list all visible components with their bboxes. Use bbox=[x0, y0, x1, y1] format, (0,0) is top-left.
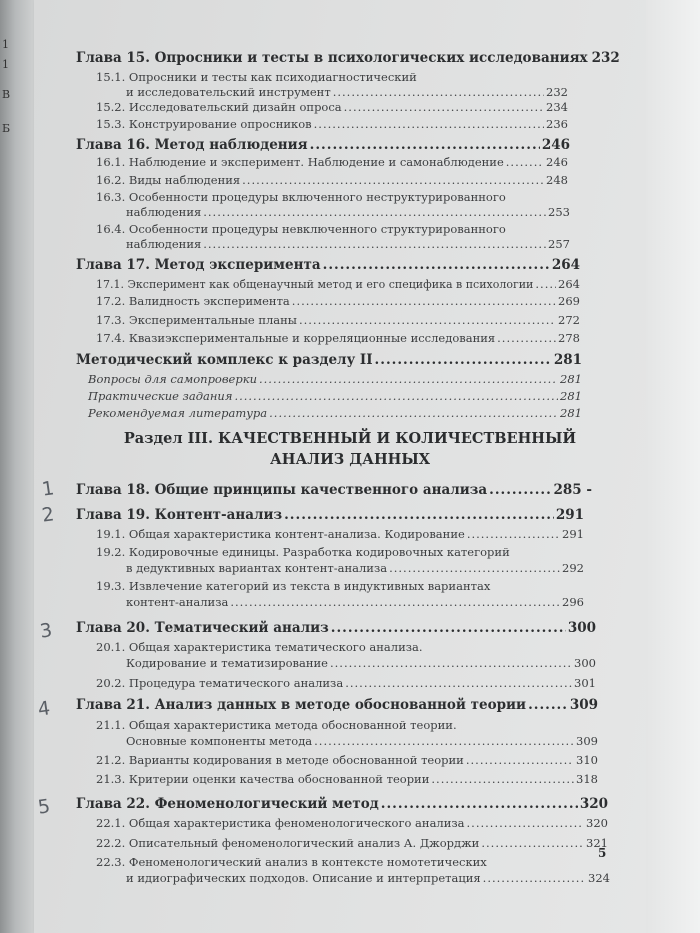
toc-leader bbox=[314, 117, 544, 131]
toc-title: 22.1. Общая характеристика феноменологического анализа bbox=[96, 816, 465, 830]
toc-leader bbox=[431, 772, 574, 786]
toc-chapter-19[interactable] bbox=[76, 507, 584, 523]
toc-entry-19-2[interactable] bbox=[96, 561, 584, 575]
toc-entry-16-2[interactable] bbox=[96, 173, 568, 187]
toc-leader bbox=[381, 796, 578, 812]
toc-page: 318 bbox=[576, 772, 598, 786]
toc-title: Глава 18. Общие принципы качественного анализа bbox=[76, 482, 488, 498]
toc-page: 310 bbox=[576, 753, 598, 767]
toc-entry-17-3[interactable] bbox=[96, 313, 580, 327]
toc-title: в дедуктивных вариантах контент-анализа bbox=[126, 561, 388, 575]
toc-entry-15-1[interactable] bbox=[96, 85, 568, 99]
toc-title: Глава 16. Метод наблюдения bbox=[76, 137, 308, 153]
toc-page: 301 bbox=[574, 676, 596, 690]
toc-page: 320 bbox=[579, 796, 608, 812]
toc-leader bbox=[506, 155, 544, 169]
toc-leader bbox=[314, 734, 574, 748]
toc-entry-21-3[interactable] bbox=[96, 772, 598, 786]
toc-leader bbox=[203, 205, 546, 219]
toc-title: наблюдения bbox=[126, 205, 202, 219]
toc-title: 16.1. Наблюдение и эксперимент. Наблюдение и самонаблюдение bbox=[96, 155, 504, 169]
toc-title: Методический комплекс к разделу II bbox=[76, 352, 373, 368]
toc-title: 17.3. Экспериментальные планы bbox=[96, 313, 297, 327]
handwritten-number: 3 bbox=[38, 619, 54, 643]
toc-page: 321 bbox=[586, 836, 608, 850]
toc-entry-19-3[interactable] bbox=[96, 595, 584, 609]
toc-entry-17-2[interactable] bbox=[96, 294, 580, 308]
toc-entry-20-2[interactable] bbox=[96, 676, 596, 690]
toc-leader bbox=[344, 100, 544, 114]
toc-leader bbox=[535, 277, 556, 291]
section-heading: Раздел III. КАЧЕСТВЕННЫЙ И КОЛИЧЕСТВЕННЫЙ bbox=[123, 430, 577, 447]
toc-title: Глава 19. Контент-анализ bbox=[76, 507, 283, 523]
toc-leader bbox=[242, 173, 544, 187]
toc-leader bbox=[284, 507, 554, 523]
toc-entry-line1: 19.2. Кодировочные единицы. Разработка кодировочных категорий bbox=[96, 545, 510, 559]
toc-chapter-21[interactable] bbox=[76, 697, 598, 713]
toc-leader bbox=[467, 527, 560, 541]
margin-mark: 1 bbox=[2, 58, 9, 71]
toc-title: Практические задания bbox=[88, 389, 233, 403]
section-heading-line2: АНАЛИЗ ДАННЫХ bbox=[269, 451, 431, 468]
toc-title: 17.1. Эксперимент как общенаучный метод и его специфика в психологии bbox=[96, 278, 534, 291]
toc-page: 292 bbox=[562, 561, 584, 575]
toc-entry-22-3[interactable] bbox=[96, 871, 610, 885]
toc-entry-22-2[interactable] bbox=[96, 836, 608, 850]
toc-title: Кодирование и тематизирование bbox=[126, 656, 328, 670]
toc-methodical-complex[interactable] bbox=[76, 352, 582, 368]
toc-leader bbox=[323, 257, 550, 273]
toc-chapter-20[interactable] bbox=[76, 620, 596, 636]
toc-page: 281 bbox=[560, 372, 582, 386]
toc-entry-20-1[interactable] bbox=[96, 656, 596, 670]
toc-entry-21-2[interactable] bbox=[96, 753, 598, 767]
toc-page: 296 bbox=[562, 595, 584, 609]
toc-leader bbox=[333, 85, 544, 99]
toc-entry-22-1[interactable] bbox=[96, 816, 608, 830]
toc-entry-line1: 21.1. Общая характеристика метода обоснованной теории. bbox=[96, 718, 457, 732]
toc-leader bbox=[497, 331, 556, 345]
toc-entry-line1: 16.4. Особенности процедуры невключенного структурированного bbox=[96, 222, 506, 236]
toc-entry-line1: 15.1. Опросники и тесты как психодиагностический bbox=[96, 70, 417, 84]
toc-page: 264 bbox=[551, 257, 580, 273]
toc-leader bbox=[259, 372, 558, 386]
toc-title: 17.2. Валидность эксперимента bbox=[96, 294, 290, 308]
toc-leader bbox=[345, 676, 572, 690]
toc-title: 16.2. Виды наблюдения bbox=[96, 173, 241, 187]
toc-page: 281 bbox=[560, 389, 582, 403]
toc-leader bbox=[483, 871, 586, 885]
toc-page: 246 bbox=[546, 155, 568, 169]
toc-chapter-17[interactable] bbox=[76, 257, 580, 273]
toc-page: 272 bbox=[558, 313, 580, 327]
toc-page: 253 bbox=[548, 205, 570, 219]
toc-title: Основные компоненты метода bbox=[126, 734, 313, 748]
handwritten-number: 2 bbox=[40, 503, 56, 527]
toc-entry-line1: 22.3. Феноменологический анализ в контексте номотетических bbox=[96, 855, 487, 869]
toc-leader bbox=[481, 836, 584, 850]
toc-chapter-16[interactable] bbox=[76, 137, 570, 153]
toc-entry-16-3[interactable] bbox=[96, 205, 570, 219]
toc-title: Рекомендуемая литература bbox=[88, 406, 268, 420]
toc-leader bbox=[230, 595, 560, 609]
toc-title: и идиографических подходов. Описание и интерпретация bbox=[126, 871, 481, 885]
toc-chapter-15[interactable] bbox=[76, 50, 620, 66]
handwritten-number: 5 bbox=[36, 795, 52, 819]
toc-page: 309 bbox=[569, 697, 598, 713]
toc-page: 236 bbox=[546, 117, 568, 131]
toc-page: 281 bbox=[553, 352, 582, 368]
toc-chapter-22[interactable] bbox=[76, 796, 608, 812]
margin-mark: Б bbox=[2, 122, 11, 135]
toc-page: 309 bbox=[576, 734, 598, 748]
toc-leader bbox=[292, 294, 556, 308]
toc-entry-line1: 20.1. Общая характеристика тематического анализа. bbox=[96, 640, 423, 654]
toc-leader bbox=[234, 389, 558, 403]
toc-leader bbox=[269, 406, 558, 420]
toc-entry-21-1[interactable] bbox=[96, 734, 598, 748]
toc-entry-16-1[interactable] bbox=[96, 155, 568, 169]
toc-page: 264 bbox=[558, 277, 580, 291]
toc-entry-line1: 19.3. Извлечение категорий из текста в индуктивных вариантах bbox=[96, 579, 491, 593]
toc-page: 234 bbox=[546, 100, 568, 114]
toc-entry-16-4[interactable] bbox=[96, 237, 570, 251]
margin-mark: 1 bbox=[2, 38, 9, 51]
toc-page: 232 bbox=[546, 85, 568, 99]
toc-page: 281 bbox=[560, 406, 582, 420]
toc-page: 257 bbox=[548, 237, 570, 251]
toc-title: 22.2. Описательный феноменологический анализ А. Джорджи bbox=[96, 836, 480, 850]
toc-entry-line1: 16.3. Особенности процедуры включенного неструктурированного bbox=[96, 190, 506, 204]
toc-title: Глава 17. Метод эксперимента bbox=[76, 257, 321, 273]
toc-page: 278 bbox=[558, 331, 580, 345]
toc-leader bbox=[203, 237, 546, 251]
toc-leader bbox=[466, 753, 574, 767]
toc-page: 285 - bbox=[553, 482, 592, 498]
toc-title: Вопросы для самопроверки bbox=[88, 372, 257, 386]
toc-title: 15.3. Конструирование опросников bbox=[96, 117, 312, 131]
toc-chapter-18[interactable] bbox=[76, 482, 592, 498]
toc-title: Глава 15. Опросники и тесты в психологических исследованиях bbox=[76, 50, 588, 66]
toc-entry-literature[interactable] bbox=[88, 406, 582, 420]
margin-mark: B bbox=[2, 88, 11, 101]
toc-title: Глава 21. Анализ данных в методе обоснованной теории bbox=[76, 697, 527, 713]
toc-page: 232 bbox=[591, 50, 620, 66]
toc-leader bbox=[389, 561, 560, 575]
toc-entry-practical-tasks[interactable] bbox=[88, 389, 582, 403]
toc-title: 15.2. Исследовательский дизайн опроса bbox=[96, 100, 342, 114]
page-number: 5 bbox=[598, 846, 607, 860]
toc-page: 320 bbox=[586, 816, 608, 830]
toc-leader bbox=[375, 352, 552, 368]
handwritten-number: 1 bbox=[40, 477, 56, 501]
toc-page: 246 bbox=[541, 137, 570, 153]
toc-entry-17-4[interactable] bbox=[96, 331, 580, 345]
toc-page: 300 bbox=[574, 656, 596, 670]
toc-entry-19-1[interactable] bbox=[96, 527, 584, 541]
toc-title: Глава 22. Феноменологический метод bbox=[76, 796, 379, 812]
toc-entry-self-test[interactable] bbox=[88, 372, 582, 386]
toc-leader bbox=[331, 620, 566, 636]
toc-entry-15-3[interactable] bbox=[96, 117, 568, 131]
toc-title: 20.2. Процедура тематического анализа bbox=[96, 676, 344, 690]
toc-page: 269 bbox=[558, 294, 580, 308]
toc-leader bbox=[310, 137, 540, 153]
toc-title: 21.2. Варианты кодирования в методе обоснованной теории bbox=[96, 753, 464, 767]
toc-page: 248 bbox=[546, 173, 568, 187]
toc-leader bbox=[489, 482, 551, 498]
toc-leader bbox=[330, 656, 572, 670]
toc-title: 21.3. Критерии оценки качества обоснованной теории bbox=[96, 772, 430, 786]
toc-title: контент-анализа bbox=[126, 595, 229, 609]
toc-page: 300 bbox=[567, 620, 596, 636]
toc-leader bbox=[299, 313, 556, 327]
toc-title: и исследовательский инструмент bbox=[126, 85, 331, 99]
handwritten-number: 4 bbox=[36, 697, 52, 721]
toc-title: Глава 20. Тематический анализ bbox=[76, 620, 329, 636]
toc-leader bbox=[528, 697, 568, 713]
toc-entry-17-1[interactable] bbox=[96, 277, 580, 291]
toc-leader bbox=[467, 816, 585, 830]
toc-entry-15-2[interactable] bbox=[96, 100, 568, 114]
toc-title: 19.1. Общая характеристика контент-анализа. Кодирование bbox=[96, 527, 465, 541]
toc-page: 291 bbox=[562, 527, 584, 541]
toc-title: 17.4. Квазиэкспериментальные и корреляционные исследования bbox=[96, 331, 496, 345]
toc-title: наблюдения bbox=[126, 237, 202, 251]
toc-page: 324 bbox=[588, 871, 610, 885]
toc-page: 291 bbox=[555, 507, 584, 523]
